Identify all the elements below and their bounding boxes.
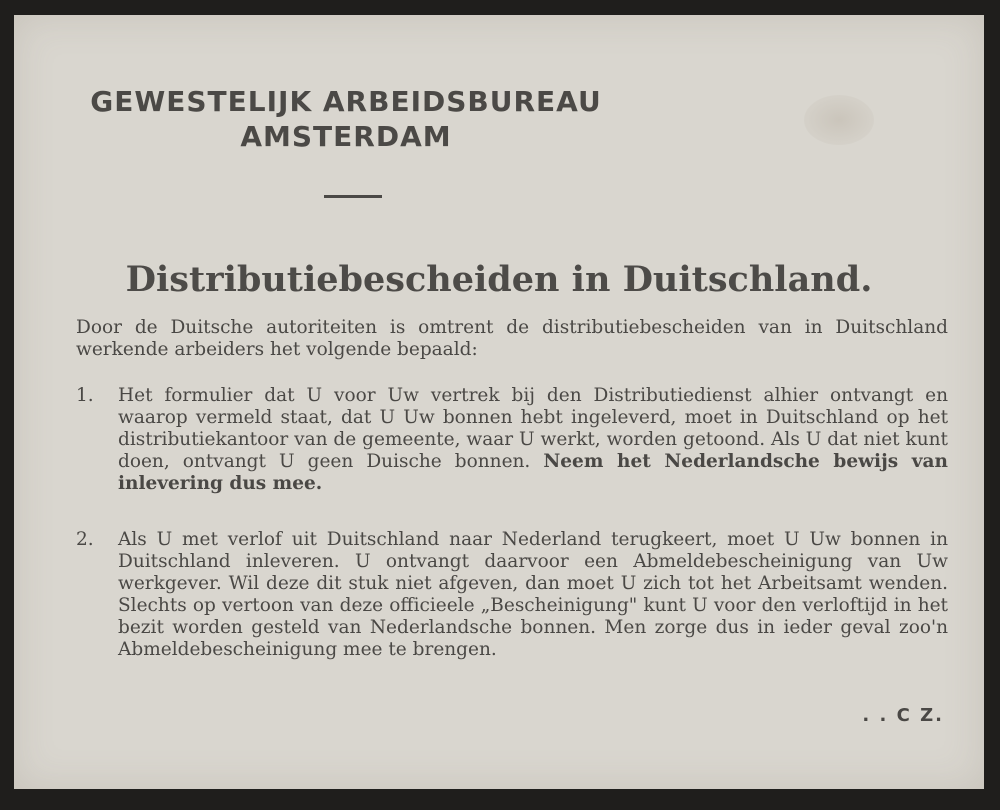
list-item-text [118, 529, 948, 661]
paper-stain [804, 95, 874, 145]
letterhead [76, 85, 616, 155]
list-item-emphasis: Neem het Nederlandsche bewijs van inlevering dus mee. [118, 451, 948, 494]
document-title: Distributiebescheiden in Duitschland. [125, 259, 873, 300]
intro-paragraph: Door de Duitsche autoriteiten is omtrent de distributiebescheiden van in Duitschland werkende arbeiders het volgende bepaald: [76, 317, 948, 360]
signature-initials: . . C Z. [862, 705, 944, 726]
list-item-1 [76, 385, 948, 495]
letterhead-city: AMSTERDAM [240, 120, 452, 153]
list-item-2 [76, 529, 948, 661]
letterhead-organization: GEWESTELIJK ARBEIDSBUREAU [90, 85, 602, 118]
document-sheet [14, 15, 984, 789]
list-item-text [118, 385, 948, 495]
list-item-number: 2. [76, 529, 94, 550]
letterhead-divider [324, 195, 382, 198]
list-item-body: Het formulier dat U voor Uw vertrek bij den Distributiedienst alhier ontvangt en waarop vermeld staat, dat U Uw bonnen hebt ingeleverd, moet in Duitschland op het distributiekantoor van de gemeente, waar U werkt, worden getoond. Als U dat niet kunt doen, ontvangt U geen Duische bonnen. [118, 385, 948, 472]
list-item-body: Als U met verlof uit Duitschland naar Nederland terugkeert, moet U Uw bonnen in Duitschland inleveren. U ontvangt daarvoor een Abmeldebescheinigung van Uw werkgever. Wil deze dit stuk niet afgeven, dan moet U zich tot het Arbeitsamt wenden. Slechts op vertoon van deze officieele „Bescheinigung" kunt U voor den verloftijd in het bezit worden gesteld van Nederlandsche bonnen. Men zorge dus in ieder geval zoo'n Abmeldebescheinigung mee te brengen. [118, 529, 948, 660]
list-item-number: 1. [76, 385, 94, 406]
